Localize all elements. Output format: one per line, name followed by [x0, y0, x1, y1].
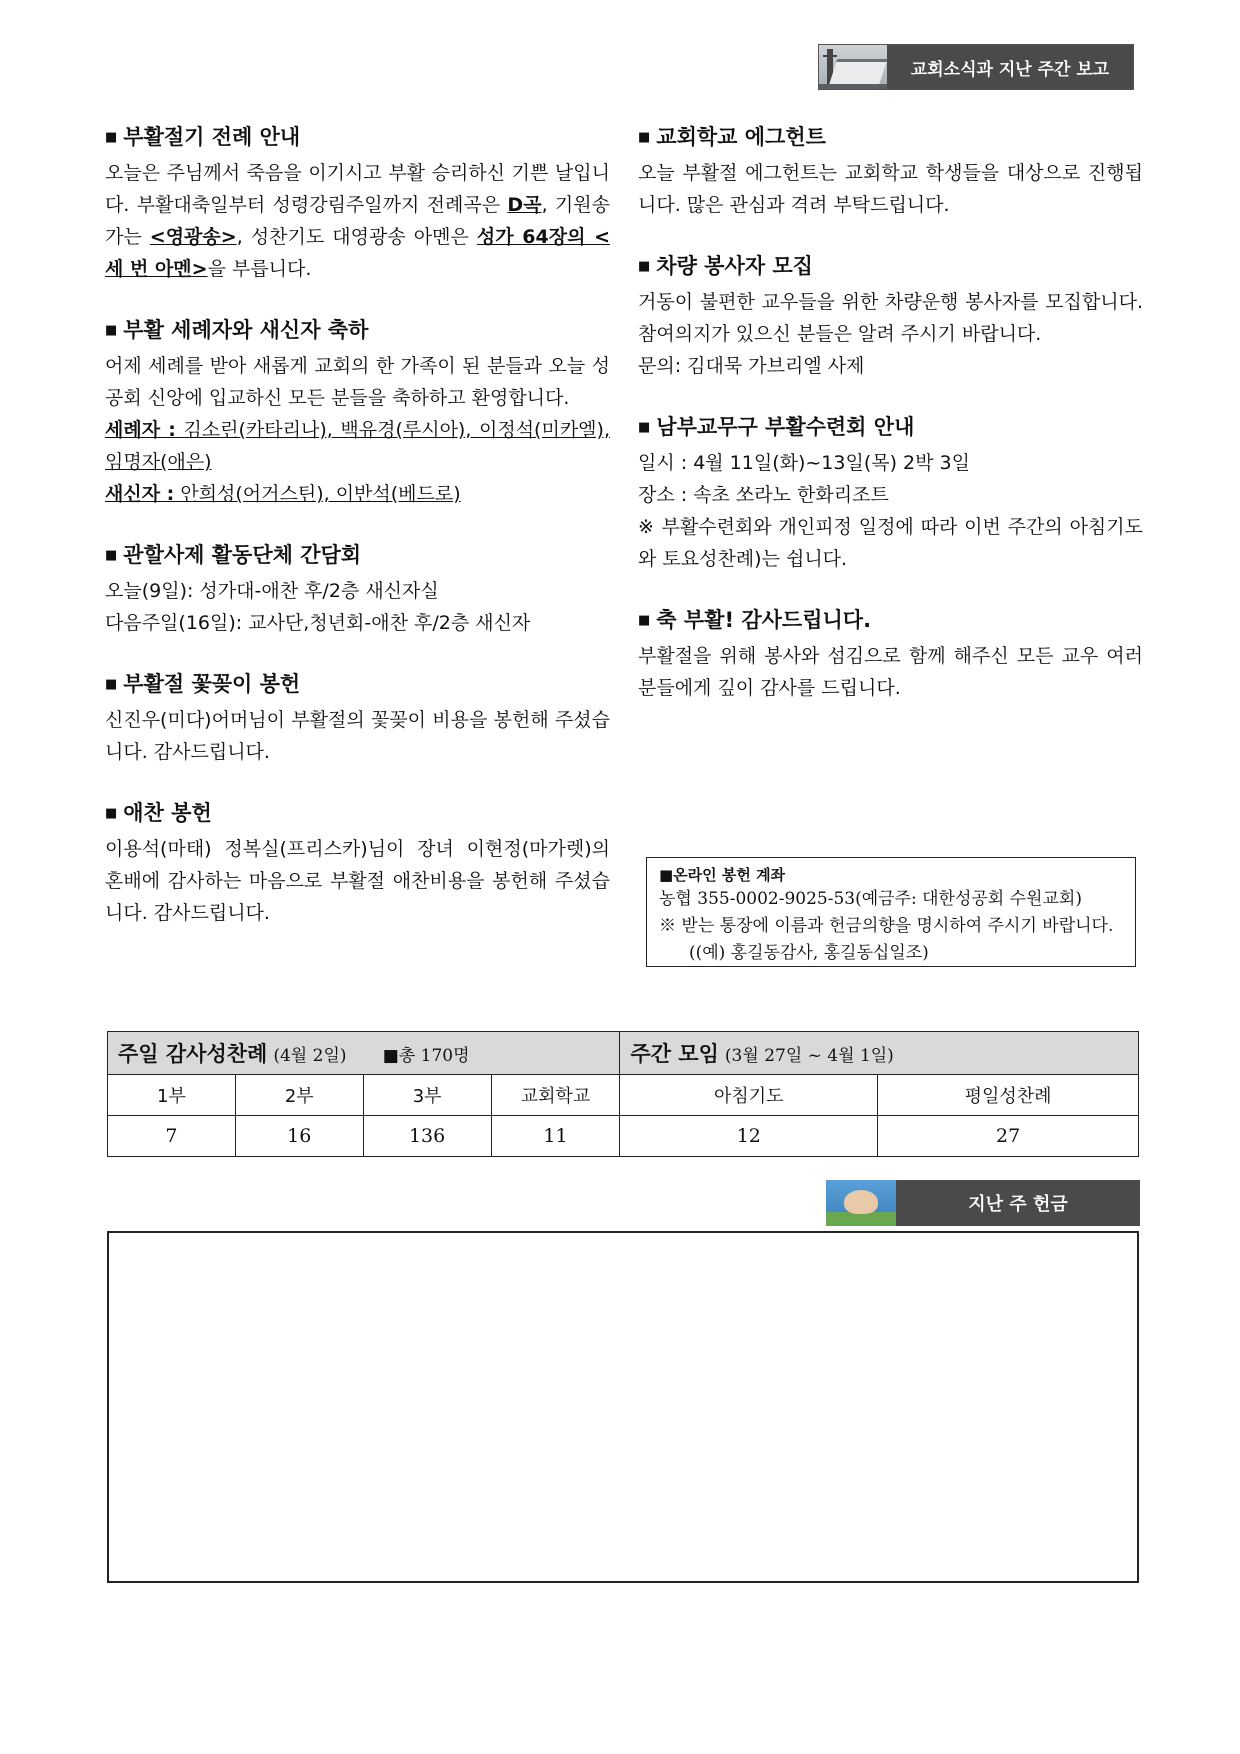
right-column [638, 122, 1143, 734]
church-building-image [819, 45, 887, 89]
square-bullet-icon: ■ [638, 130, 651, 145]
section-body: 오늘은 주님께서 죽음을 이기시고 부활 승리하신 기쁜 날입니다. 부활대축일부터 성령강림주일까지 전례곡은 D곡, 기원송가는 <영광송>, 성찬기도 대영광송 아멘은 성가 64장의 <세 번 아멘>을 부릅니다. [105, 162, 610, 280]
square-bullet-icon: ■ [638, 420, 651, 435]
section-body: 오늘 부활절 에그헌트는 교회학교 학생들을 대상으로 진행됩니다. 많은 관심과 격려 부탁드립니다. [638, 162, 1143, 216]
new-member-list: 새신자 : 안희성(어거스틴), 이반석(베드로) [105, 483, 461, 505]
hands-image [826, 1180, 896, 1226]
section-retreat [638, 412, 1143, 575]
section-body: 거동이 불편한 교우들을 위한 차량운행 봉사자를 모집합니다. 참여의지가 있으신 분들은 알려 주시기 바랍니다. [638, 291, 1143, 345]
online-offering-title: ■온라인 봉헌 계좌 [659, 866, 786, 884]
section-title: 차량 봉사자 모집 [656, 254, 813, 278]
section-title: 축 부활! 감사드립니다. [656, 608, 872, 632]
square-bullet-icon: ■ [638, 613, 651, 628]
attendance-table [107, 1031, 1139, 1157]
online-offering-box [646, 857, 1136, 967]
section-easter-thanks [638, 605, 1143, 704]
section-title: 부활 세례자와 새신자 축하 [123, 318, 369, 342]
table-row: 1부 2부 3부 교회학교 아침기도 평일성찬례 [108, 1075, 1139, 1116]
sunday-service-header: 주일 감사성찬례 (4월 2일) ■총 170명 [108, 1032, 620, 1075]
section-priest-meeting [105, 540, 610, 639]
square-bullet-icon: ■ [105, 323, 118, 338]
offering-title: 지난 주 헌금 [896, 1180, 1140, 1226]
meeting-line: 다음주일(16일): 교사단,청년회-애찬 후/2층 새신자 [105, 612, 531, 634]
retreat-place: 장소 : 속초 쏘라노 한화리조트 [638, 484, 889, 506]
square-bullet-icon: ■ [105, 806, 118, 821]
retreat-note: ※ 부활수련회와 개인피정 일정에 따라 이번 주간의 아침기도와 토요성찬례)는 쉽니다. [638, 516, 1143, 570]
section-title: 관할사제 활동단체 간담회 [123, 543, 362, 567]
retreat-date: 일시 : 4월 11일(화)~13일(목) 2박 3일 [638, 452, 970, 474]
section-title: 부활절 꽃꽂이 봉헌 [123, 672, 301, 696]
section-title: 교회학교 에그헌트 [656, 125, 826, 149]
section-title: 애찬 봉헌 [123, 801, 212, 825]
table-row: 7 16 136 11 12 27 [108, 1116, 1139, 1157]
section-body: 이용석(마태) 정복실(프리스카)님이 장녀 이현정(마가렛)의 혼배에 감사하는 마음으로 부활절 애찬비용을 봉헌해 주셨습니다. 감사드립니다. [105, 838, 610, 924]
section-body: 부활절을 위해 봉사와 섬김으로 함께 해주신 모든 교우 여러분들에게 깊이 감사를 드립니다. [638, 645, 1143, 699]
header-title: 교회소식과 지난 주간 보고 [887, 45, 1133, 89]
offering-box [107, 1231, 1139, 1583]
section-easter-liturgy [105, 122, 610, 285]
square-bullet-icon: ■ [638, 259, 651, 274]
offering-header [826, 1180, 1140, 1226]
baptized-list: 세례자 : 김소린(카타리나), 백유경(루시아), 이정석(미카엘), 임명자(애은) [105, 419, 610, 473]
online-offering-note: ※ 받는 통장에 이름과 헌금의향을 명시하여 주시기 바랍니다. ((예) 홍길동감사, 홍길동십일조) [659, 916, 1114, 963]
weekly-meeting-header: 주간 모임 (3월 27일 ~ 4월 1일) [620, 1032, 1139, 1075]
square-bullet-icon: ■ [105, 677, 118, 692]
section-egg-hunt [638, 122, 1143, 221]
contact-line: 문의: 김대묵 가브리엘 사제 [638, 355, 865, 377]
square-bullet-icon: ■ [105, 548, 118, 563]
section-title: 부활절기 전례 안내 [123, 125, 301, 149]
left-column [105, 122, 610, 959]
section-title: 남부교무구 부활수련회 안내 [656, 415, 915, 439]
table-header-row [108, 1032, 1139, 1075]
section-meal-offering [105, 798, 610, 929]
header-banner [818, 44, 1134, 90]
section-body: 신진우(미다)어머님이 부활절의 꽃꽂이 비용을 봉헌해 주셨습니다. 감사드립니다. [105, 709, 610, 763]
section-driver-volunteers [638, 251, 1143, 382]
square-bullet-icon: ■ [105, 130, 118, 145]
section-flower-offering [105, 669, 610, 768]
section-body: 어제 세례를 받아 새롭게 교회의 한 가족이 된 분들과 오늘 성공회 신앙에 입교하신 모든 분들을 축하하고 환영합니다. [105, 355, 610, 409]
bank-account: 농협 355-0002-9025-53(예금주: 대한성공회 수원교회) [659, 889, 1082, 909]
meeting-line: 오늘(9일): 성가대-애찬 후/2층 새신자실 [105, 580, 439, 602]
section-baptism-celebration [105, 315, 610, 510]
